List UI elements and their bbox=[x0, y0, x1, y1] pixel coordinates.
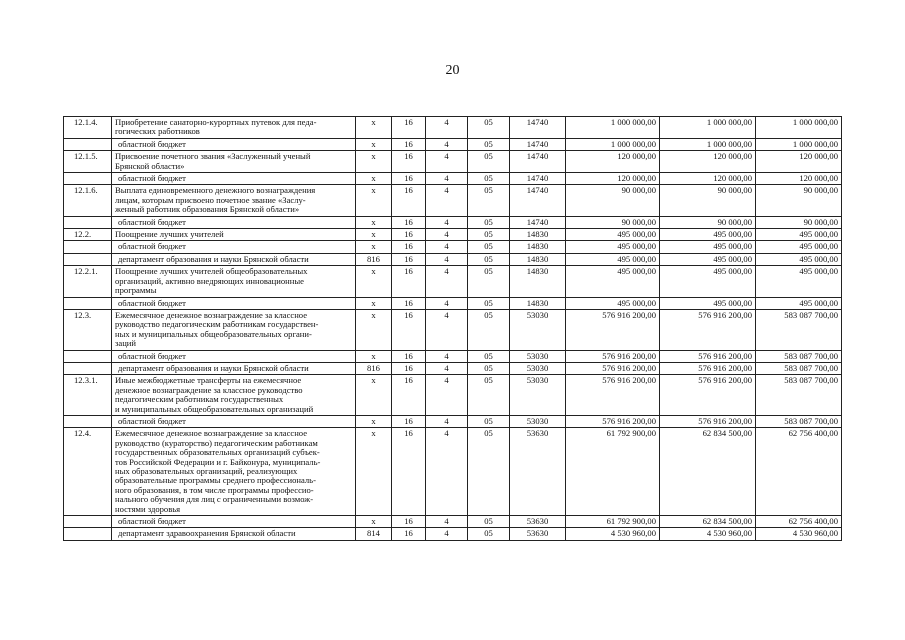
table-row bbox=[64, 241, 842, 253]
row-name: областной бюджет bbox=[112, 350, 356, 362]
row-value-1: 90 000,00 bbox=[566, 185, 660, 216]
row-value-3: 495 000,00 bbox=[756, 241, 842, 253]
row-value-1: 120 000,00 bbox=[566, 173, 660, 185]
row-col1: x bbox=[356, 415, 392, 427]
row-value-3: 4 530 960,00 bbox=[756, 528, 842, 540]
row-col5: 14740 bbox=[510, 185, 566, 216]
row-value-1: 576 916 200,00 bbox=[566, 350, 660, 362]
row-value-3: 583 087 700,00 bbox=[756, 350, 842, 362]
row-col3: 4 bbox=[426, 415, 468, 427]
row-col2: 16 bbox=[392, 350, 426, 362]
row-col4: 05 bbox=[468, 428, 510, 516]
row-value-2: 120 000,00 bbox=[660, 173, 756, 185]
row-col5: 53030 bbox=[510, 350, 566, 362]
table-row bbox=[64, 309, 842, 350]
row-col3: 4 bbox=[426, 266, 468, 297]
row-col5: 14740 bbox=[510, 173, 566, 185]
row-col2: 16 bbox=[392, 309, 426, 350]
row-code bbox=[64, 516, 112, 528]
row-value-3: 583 087 700,00 bbox=[756, 309, 842, 350]
row-col3: 4 bbox=[426, 185, 468, 216]
table-body bbox=[64, 117, 842, 541]
row-name: Ежемесячное денежное вознаграждение за классное руководство педагогическим работникам государствен- ных и муниципальных общеобразовательных органи- заций bbox=[112, 309, 356, 350]
row-col1: x bbox=[356, 138, 392, 150]
row-name: областной бюджет bbox=[112, 516, 356, 528]
row-name: департамент образования и науки Брянской области bbox=[112, 253, 356, 265]
row-col4: 05 bbox=[468, 266, 510, 297]
row-name: Присвоение почетного звания «Заслуженный ученый Брянской области» bbox=[112, 151, 356, 173]
table-row bbox=[64, 350, 842, 362]
row-col5: 14740 bbox=[510, 151, 566, 173]
row-col5: 14830 bbox=[510, 241, 566, 253]
table-row bbox=[64, 266, 842, 297]
row-col3: 4 bbox=[426, 528, 468, 540]
row-value-1: 576 916 200,00 bbox=[566, 309, 660, 350]
row-code: 12.1.5. bbox=[64, 151, 112, 173]
row-value-1: 495 000,00 bbox=[566, 241, 660, 253]
row-value-1: 1 000 000,00 bbox=[566, 138, 660, 150]
row-col2: 16 bbox=[392, 375, 426, 416]
row-value-1: 90 000,00 bbox=[566, 216, 660, 228]
table-row bbox=[64, 117, 842, 139]
row-code: 12.4. bbox=[64, 428, 112, 516]
row-col5: 14740 bbox=[510, 216, 566, 228]
row-code bbox=[64, 297, 112, 309]
table-row bbox=[64, 528, 842, 540]
row-code bbox=[64, 362, 112, 374]
row-col3: 4 bbox=[426, 216, 468, 228]
row-col3: 4 bbox=[426, 516, 468, 528]
row-name: Поощрение лучших учителей общеобразовательных организаций, активно внедряющих инновационные программы bbox=[112, 266, 356, 297]
row-value-3: 120 000,00 bbox=[756, 173, 842, 185]
row-value-2: 4 530 960,00 bbox=[660, 528, 756, 540]
row-value-2: 1 000 000,00 bbox=[660, 117, 756, 139]
row-col3: 4 bbox=[426, 173, 468, 185]
row-col2: 16 bbox=[392, 415, 426, 427]
row-value-1: 495 000,00 bbox=[566, 266, 660, 297]
row-col3: 4 bbox=[426, 241, 468, 253]
row-col5: 53030 bbox=[510, 415, 566, 427]
row-code: 12.1.4. bbox=[64, 117, 112, 139]
table-row bbox=[64, 415, 842, 427]
row-col2: 16 bbox=[392, 266, 426, 297]
row-value-3: 495 000,00 bbox=[756, 266, 842, 297]
page-number: 20 bbox=[445, 63, 460, 78]
row-col2: 16 bbox=[392, 362, 426, 374]
row-value-1: 1 000 000,00 bbox=[566, 117, 660, 139]
row-col3: 4 bbox=[426, 253, 468, 265]
row-col1: 816 bbox=[356, 253, 392, 265]
row-col4: 05 bbox=[468, 241, 510, 253]
row-value-2: 62 834 500,00 bbox=[660, 428, 756, 516]
row-value-2: 62 834 500,00 bbox=[660, 516, 756, 528]
row-code: 12.3. bbox=[64, 309, 112, 350]
row-name: Иные межбюджетные трансферты на ежемесячное денежное вознаграждение за классное руководство педагогическим работникам государственных и муниципальных общеобразовательных организаций bbox=[112, 375, 356, 416]
table-row bbox=[64, 516, 842, 528]
row-col2: 16 bbox=[392, 229, 426, 241]
row-value-2: 495 000,00 bbox=[660, 229, 756, 241]
row-col4: 05 bbox=[468, 362, 510, 374]
table-row bbox=[64, 138, 842, 150]
row-code: 12.2.1. bbox=[64, 266, 112, 297]
row-value-2: 495 000,00 bbox=[660, 297, 756, 309]
row-value-3: 583 087 700,00 bbox=[756, 375, 842, 416]
row-col5: 14830 bbox=[510, 266, 566, 297]
row-value-2: 576 916 200,00 bbox=[660, 375, 756, 416]
row-value-3: 583 087 700,00 bbox=[756, 362, 842, 374]
row-col4: 05 bbox=[468, 151, 510, 173]
row-name: областной бюджет bbox=[112, 216, 356, 228]
row-name: Приобретение санаторно-курортных путевок для педа- гогических работников bbox=[112, 117, 356, 139]
row-col3: 4 bbox=[426, 138, 468, 150]
row-name: Выплата единовременного денежного вознаграждения лицам, которым присвоено почетное звание «Заслу- женный работник образования Брянской области» bbox=[112, 185, 356, 216]
row-col1: x bbox=[356, 229, 392, 241]
row-col4: 05 bbox=[468, 185, 510, 216]
row-col1: 816 bbox=[356, 362, 392, 374]
row-code bbox=[64, 415, 112, 427]
row-col1: x bbox=[356, 241, 392, 253]
row-col5: 53630 bbox=[510, 516, 566, 528]
row-value-3: 90 000,00 bbox=[756, 185, 842, 216]
row-value-2: 576 916 200,00 bbox=[660, 415, 756, 427]
row-col2: 16 bbox=[392, 185, 426, 216]
row-col5: 53030 bbox=[510, 362, 566, 374]
table-row bbox=[64, 216, 842, 228]
row-col5: 14740 bbox=[510, 117, 566, 139]
row-code bbox=[64, 253, 112, 265]
row-col4: 05 bbox=[468, 173, 510, 185]
row-col1: x bbox=[356, 173, 392, 185]
row-col3: 4 bbox=[426, 362, 468, 374]
row-code: 12.2. bbox=[64, 229, 112, 241]
table-row bbox=[64, 428, 842, 516]
row-value-3: 62 756 400,00 bbox=[756, 428, 842, 516]
row-col4: 05 bbox=[468, 229, 510, 241]
row-col1: x bbox=[356, 117, 392, 139]
table-row bbox=[64, 151, 842, 173]
row-col1: x bbox=[356, 309, 392, 350]
row-name: областной бюджет bbox=[112, 241, 356, 253]
row-name: департамент образования и науки Брянской области bbox=[112, 362, 356, 374]
row-col3: 4 bbox=[426, 309, 468, 350]
row-value-3: 120 000,00 bbox=[756, 151, 842, 173]
row-value-1: 495 000,00 bbox=[566, 229, 660, 241]
row-col1: x bbox=[356, 216, 392, 228]
row-value-2: 495 000,00 bbox=[660, 241, 756, 253]
row-value-1: 61 792 900,00 bbox=[566, 428, 660, 516]
row-col4: 05 bbox=[468, 516, 510, 528]
table-row bbox=[64, 297, 842, 309]
row-col2: 16 bbox=[392, 216, 426, 228]
row-col1: x bbox=[356, 151, 392, 173]
row-name: Ежемесячное денежное вознаграждение за классное руководство (кураторство) педагогическим работникам государственных образовательных организаций субъек- тов Российской Федерации и г. Байконура, муниципаль- ных образовательных организаций, реализующих образовательные программы среднего профессиональ- ного образования, в том числе программы профессио- нального обучения для лиц с ограниченными возмож- ностями здоровья bbox=[112, 428, 356, 516]
row-value-1: 576 916 200,00 bbox=[566, 362, 660, 374]
table-row bbox=[64, 375, 842, 416]
row-value-2: 1 000 000,00 bbox=[660, 138, 756, 150]
row-name: областной бюджет bbox=[112, 415, 356, 427]
row-code bbox=[64, 138, 112, 150]
row-col1: x bbox=[356, 428, 392, 516]
row-col2: 16 bbox=[392, 138, 426, 150]
row-col1: 814 bbox=[356, 528, 392, 540]
row-value-2: 495 000,00 bbox=[660, 266, 756, 297]
row-name: Поощрение лучших учителей bbox=[112, 229, 356, 241]
row-col3: 4 bbox=[426, 428, 468, 516]
row-col2: 16 bbox=[392, 151, 426, 173]
row-col1: x bbox=[356, 350, 392, 362]
table-row bbox=[64, 185, 842, 216]
row-value-1: 495 000,00 bbox=[566, 297, 660, 309]
row-col5: 53630 bbox=[510, 528, 566, 540]
row-col2: 16 bbox=[392, 173, 426, 185]
row-value-2: 576 916 200,00 bbox=[660, 309, 756, 350]
row-value-3: 583 087 700,00 bbox=[756, 415, 842, 427]
row-value-3: 1 000 000,00 bbox=[756, 117, 842, 139]
row-name: областной бюджет bbox=[112, 297, 356, 309]
row-col4: 05 bbox=[468, 350, 510, 362]
row-col4: 05 bbox=[468, 117, 510, 139]
row-code bbox=[64, 173, 112, 185]
row-value-1: 576 916 200,00 bbox=[566, 375, 660, 416]
row-col2: 16 bbox=[392, 516, 426, 528]
row-col1: x bbox=[356, 516, 392, 528]
row-col5: 14830 bbox=[510, 229, 566, 241]
row-col1: x bbox=[356, 185, 392, 216]
row-value-3: 495 000,00 bbox=[756, 253, 842, 265]
row-col3: 4 bbox=[426, 117, 468, 139]
row-value-3: 495 000,00 bbox=[756, 229, 842, 241]
row-col4: 05 bbox=[468, 297, 510, 309]
row-col5: 14830 bbox=[510, 297, 566, 309]
row-code bbox=[64, 528, 112, 540]
row-col2: 16 bbox=[392, 117, 426, 139]
row-col5: 53630 bbox=[510, 428, 566, 516]
row-col5: 14830 bbox=[510, 253, 566, 265]
row-col2: 16 bbox=[392, 241, 426, 253]
row-name: областной бюджет bbox=[112, 173, 356, 185]
row-col2: 16 bbox=[392, 297, 426, 309]
row-value-2: 576 916 200,00 bbox=[660, 350, 756, 362]
row-col3: 4 bbox=[426, 229, 468, 241]
row-col3: 4 bbox=[426, 350, 468, 362]
row-col4: 05 bbox=[468, 216, 510, 228]
row-col3: 4 bbox=[426, 297, 468, 309]
row-col3: 4 bbox=[426, 151, 468, 173]
row-value-2: 576 916 200,00 bbox=[660, 362, 756, 374]
row-value-1: 120 000,00 bbox=[566, 151, 660, 173]
row-name: департамент здравоохранения Брянской области bbox=[112, 528, 356, 540]
row-value-3: 1 000 000,00 bbox=[756, 138, 842, 150]
row-value-2: 120 000,00 bbox=[660, 151, 756, 173]
row-col1: x bbox=[356, 297, 392, 309]
row-col4: 05 bbox=[468, 528, 510, 540]
row-col3: 4 bbox=[426, 375, 468, 416]
row-code bbox=[64, 241, 112, 253]
table-row bbox=[64, 173, 842, 185]
row-value-3: 90 000,00 bbox=[756, 216, 842, 228]
row-value-1: 61 792 900,00 bbox=[566, 516, 660, 528]
row-col5: 53030 bbox=[510, 309, 566, 350]
row-value-1: 4 530 960,00 bbox=[566, 528, 660, 540]
row-value-1: 576 916 200,00 bbox=[566, 415, 660, 427]
row-col4: 05 bbox=[468, 138, 510, 150]
row-col4: 05 bbox=[468, 309, 510, 350]
row-code: 12.1.6. bbox=[64, 185, 112, 216]
row-value-3: 62 756 400,00 bbox=[756, 516, 842, 528]
row-col2: 16 bbox=[392, 528, 426, 540]
row-code bbox=[64, 350, 112, 362]
row-col4: 05 bbox=[468, 415, 510, 427]
row-name: областной бюджет bbox=[112, 138, 356, 150]
table-row bbox=[64, 229, 842, 241]
row-value-1: 495 000,00 bbox=[566, 253, 660, 265]
row-code: 12.3.1. bbox=[64, 375, 112, 416]
row-col5: 14740 bbox=[510, 138, 566, 150]
budget-table bbox=[63, 116, 842, 541]
row-col2: 16 bbox=[392, 428, 426, 516]
table-row bbox=[64, 362, 842, 374]
row-value-2: 90 000,00 bbox=[660, 185, 756, 216]
row-col1: x bbox=[356, 375, 392, 416]
row-value-3: 495 000,00 bbox=[756, 297, 842, 309]
row-value-2: 495 000,00 bbox=[660, 253, 756, 265]
row-col2: 16 bbox=[392, 253, 426, 265]
row-col4: 05 bbox=[468, 253, 510, 265]
row-col5: 53030 bbox=[510, 375, 566, 416]
row-value-2: 90 000,00 bbox=[660, 216, 756, 228]
table-row bbox=[64, 253, 842, 265]
row-code bbox=[64, 216, 112, 228]
row-col1: x bbox=[356, 266, 392, 297]
row-col4: 05 bbox=[468, 375, 510, 416]
